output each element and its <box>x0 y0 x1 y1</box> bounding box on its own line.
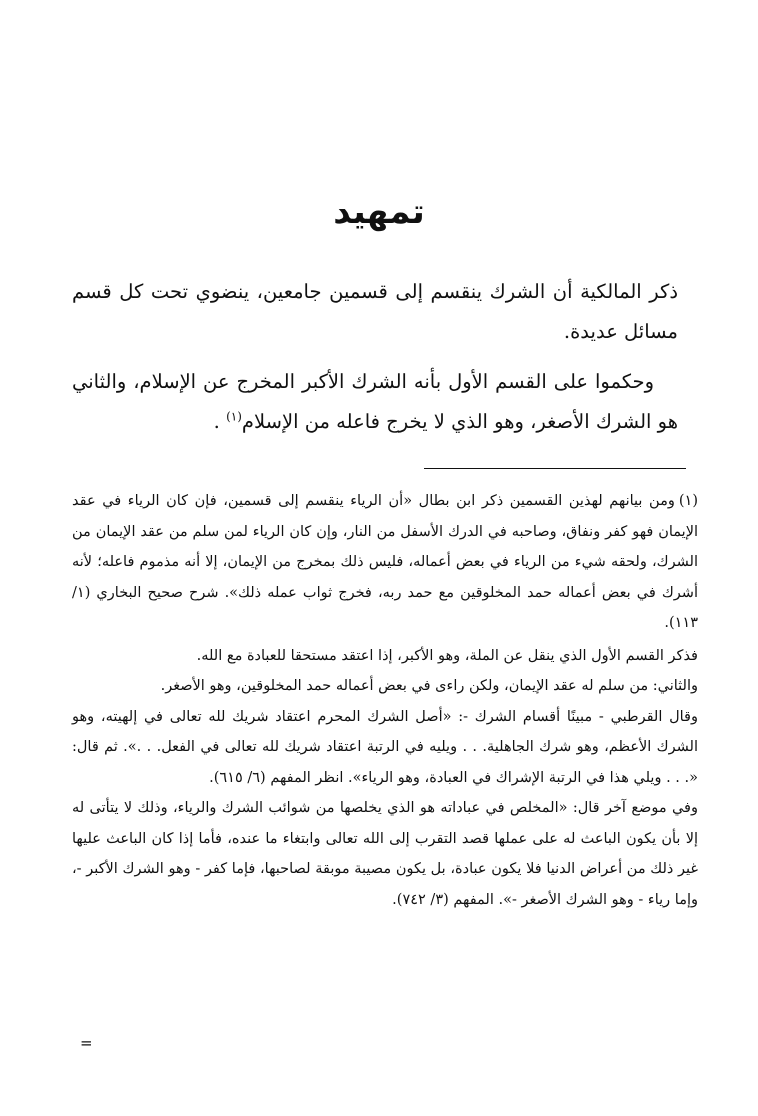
footnote-reference[interactable]: (١) <box>226 409 242 424</box>
footnote-paragraph: والثاني: من سلم له عقد الإيمان، ولكن راءى في بعض أعماله حمد المخلوقين، وهو الأصغر. <box>160 678 698 694</box>
main-paragraph-1: ذكر المالكية أن الشرك ينقسم إلى قسمين جامعين، ينضوي تحت كل قسم مسائل عديدة. <box>72 280 678 343</box>
footnote-1-text: ومن بيانهم لهذين القسمين ذكر ابن بطال «أن الرياء ينقسم إلى قسمين، فإن كان الرياء في عقد الإيمان فهو كفر ونفاق، وصاحبه في الدرك الأسفل من النار، وإن كان الرياء لمن سلم من عقد الإيمان من الشرك، ولحقه شيء من الرياء في بعض أعماله، فليس ذلك بمخرج من الإيمان، إلا أنه مذموم فاعله؛ لأنه أشرك في بعض أعماله حمد المخلوقين مع حمد ربه، فخرج ثواب عمله ذلك». شرح صحيح البخاري (١/ ١١٣). <box>72 493 698 631</box>
main-paragraph-2 <box>72 362 678 442</box>
page-continuation-marker: = <box>80 1034 93 1052</box>
main-paragraph-2-end: . <box>213 410 227 433</box>
main-paragraph-2-text: وحكموا على القسم الأول بأنه الشرك الأكبر المخرج عن الإسلام، والثاني هو الشرك الأصغر، وهو الذي لا يخرج فاعله من الإسلام <box>72 370 678 433</box>
footnote-separator <box>424 468 686 469</box>
footnote-paragraph: وفي موضع آخر قال: «المخلص في عباداته هو الذي يخلصها من شوائب الشرك والرياء، وذلك لا يتأتى له إلا بأن يكون الباعث له على عملها قصد التقرب إلى الله تعالى وابتغاء ما عنده، فأما إذا كان الباعث عليها غير ذلك من أعراض الدنيا فلا يكون عبادة، بل يكون مصيبة موبقة لصاحبها، فإما كفر - وهو الشرك الأكبر -، وإما رياء - وهو الشرك الأصغر -». المفهم (٣/ ٧٤٢). <box>72 800 698 908</box>
footnote-paragraph: وقال القرطبي - مبينًا أقسام الشرك -: «أصل الشرك المحرم اعتقاد شريك لله تعالى في إلهيته، وهو الشرك الأعظم، وهو شرك الجاهلية. . . ويليه في الرتبة اعتقاد شريك لله تعالى في الفعل. . .». ثم قال: «. . . ويلي هذا في الرتبة الإشراك في العبادة، وهو الرياء». انظر المفهم (٦/ ٦١٥). <box>72 708 698 786</box>
footnotes <box>72 486 698 915</box>
main-text <box>72 272 678 452</box>
chapter-title: تمهيد <box>333 192 425 232</box>
footnote-number: (١) <box>678 493 698 509</box>
footnote-1 <box>72 486 698 639</box>
footnote-paragraph: فذكر القسم الأول الذي ينقل عن الملة، وهو الأكبر، إذا اعتقد مستحقا للعبادة مع الله. <box>196 647 698 664</box>
